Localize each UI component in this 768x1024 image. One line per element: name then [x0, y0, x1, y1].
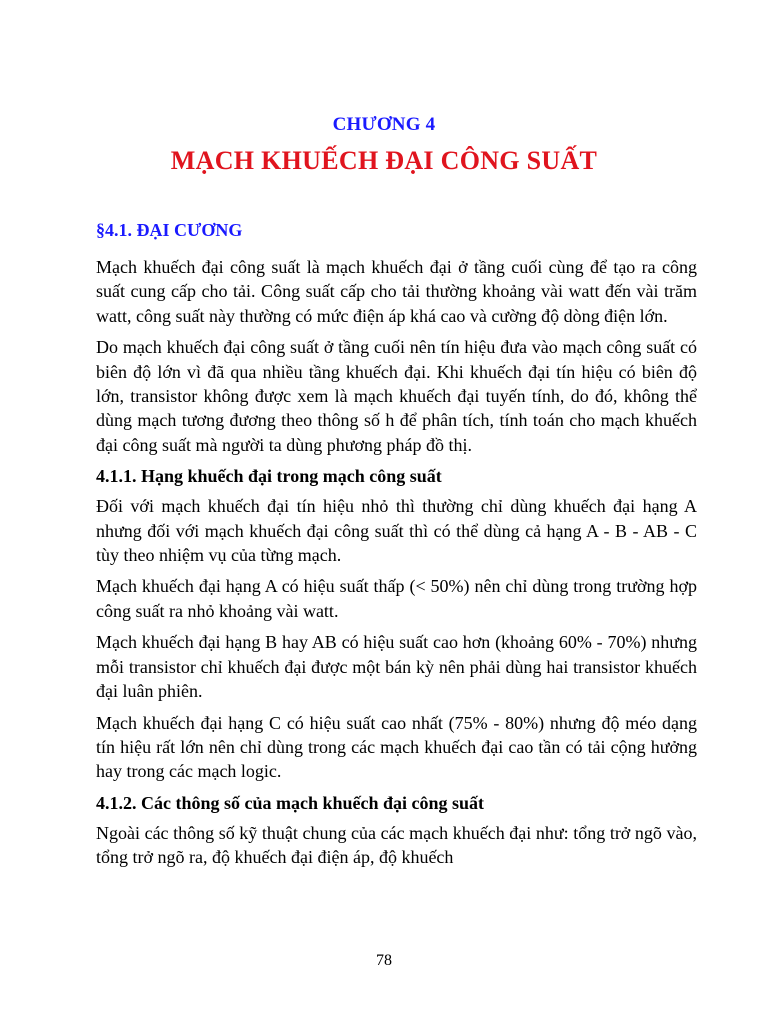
subsection-heading-4-1-2: 4.1.2. Các thông số của mạch khuếch đại công suất	[96, 792, 485, 813]
paragraph: Mạch khuếch đại hạng A có hiệu suất thấp (< 50%) nên chỉ dùng trong trường hợp công suất ra nhỏ khoảng vài watt.	[96, 576, 697, 621]
chapter-title: MẠCH KHUẾCH ĐẠI CÔNG SUẤT	[170, 146, 598, 175]
paragraph: Mạch khuếch đại hạng C có hiệu suất cao nhất (75% - 80%) nhưng độ méo dạng tín hiệu rất lớn nên chỉ dùng trong các mạch khuếch đại cao tần có tải cộng hưởng hay trong các mạch logic.	[96, 712, 697, 782]
paragraph: Đối với mạch khuếch đại tín hiệu nhỏ thì thường chỉ dùng khuếch đại hạng A nhưng đối với mạch khuếch đại công suất thì có thể dùng cả hạng A - B - AB - C tùy theo nhiệm vụ của từng mạch.	[96, 496, 697, 566]
page-number: 78	[376, 952, 392, 969]
paragraph: Mạch khuếch đại hạng B hay AB có hiệu suất cao hơn (khoảng 60% - 70%) nhưng mỗi transistor chỉ khuếch đại được một bán kỳ nên phải dùng hai transistor khuếch đại luân phiên.	[96, 632, 697, 702]
chapter-label: CHƯƠNG 4	[332, 114, 436, 135]
subsection-heading-4-1-1: 4.1.1. Hạng khuếch đại trong mạch công suất	[96, 466, 442, 487]
paragraph: Do mạch khuếch đại công suất ở tầng cuối nên tín hiệu đưa vào mạch công suất có biên độ lớn vì đã qua nhiều tầng khuếch đại. Khi khuếch đại tín hiệu có biên độ lớn, transistor không được xem là mạch khuếch đại tuyến tính, do đó, không thể dùng mạch tương đương theo thông số h để phân tích, tính toán cho mạch khuếch đại công suất mà người ta dùng phương pháp đồ thị.	[96, 337, 697, 455]
paragraph: Mạch khuếch đại công suất là mạch khuếch đại ở tầng cuối cùng để tạo ra công suất cung cấp cho tải. Công suất cấp cho tải thường khoảng vài watt đến vài trăm watt, công suất này thường có mức điện áp khá cao và cường độ dòng điện lớn.	[96, 257, 697, 326]
paragraph: Ngoài các thông số kỹ thuật chung của các mạch khuếch đại như: tổng trở ngõ vào, tổng trở ngõ ra, độ khuếch đại điện áp, độ khuếch	[96, 822, 697, 868]
section-heading-4-1: §4.1. ĐẠI CƯƠNG	[96, 220, 243, 240]
page-content	[96, 217, 697, 877]
